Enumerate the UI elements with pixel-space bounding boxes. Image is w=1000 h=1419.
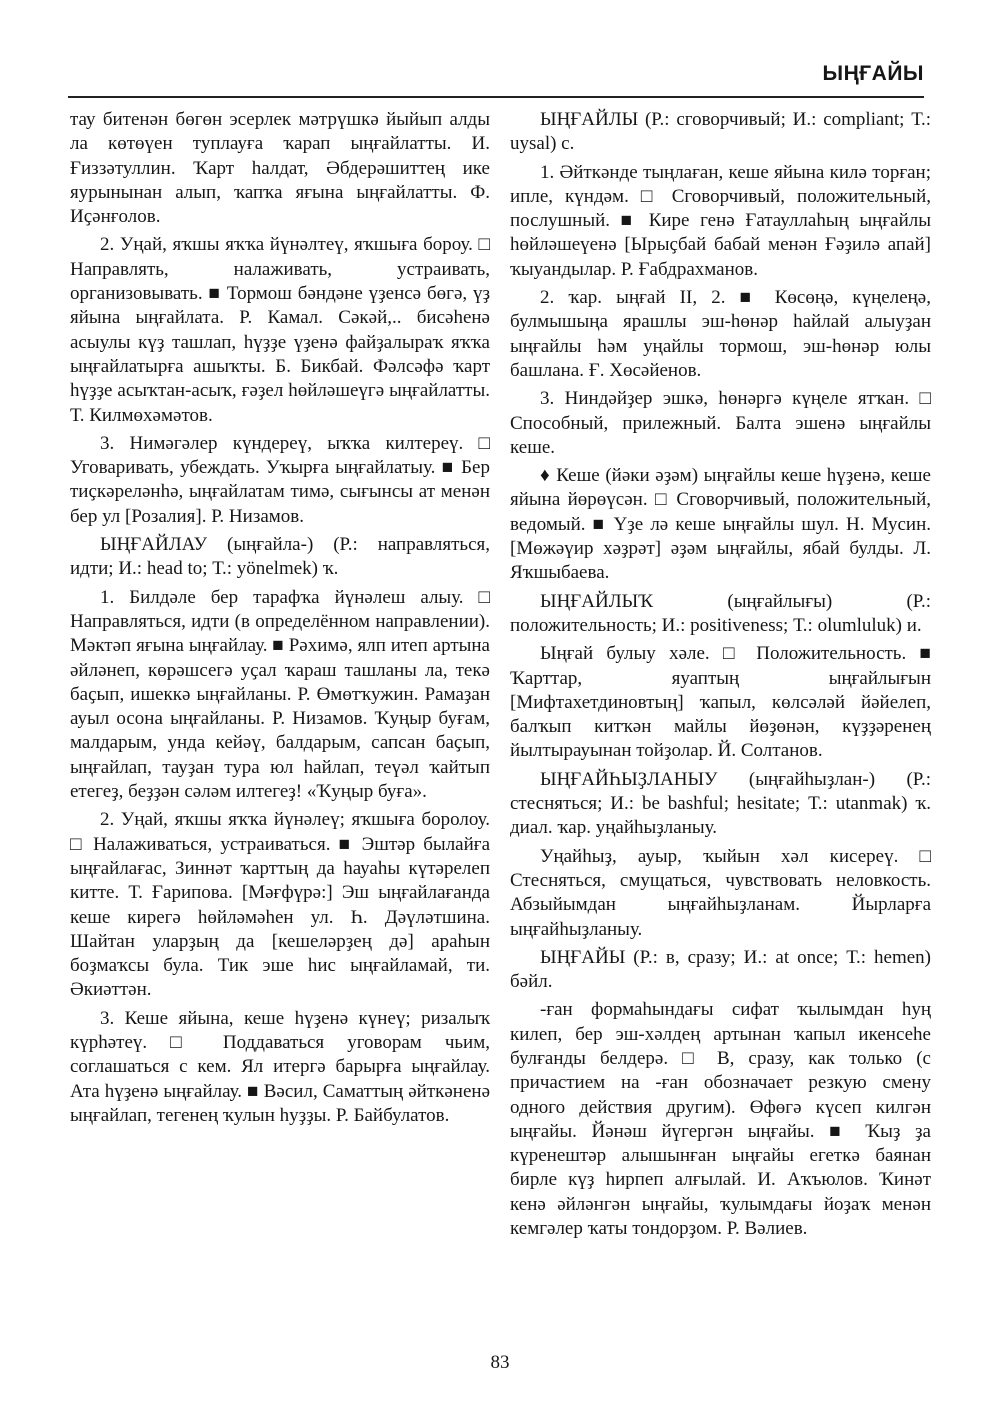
entry-sense: 3. Кеше яйына, кеше һүҙенә күнеү; ризалыҡ күрһәтеү. □ Поддаваться уговорам чьим, соглашаться с кем. Ял итергә барырға ыңғайлау. Ата һүҙенә ыңғайлау. ■ Вәсил, Саматтың әйткәненә ыңғайлап, тегенең ҡулын һуҙҙы. Р. Байбулатов. [70,1007,490,1126]
entry-sense: 3. Нимәгәлер күндереү, ыҡҡа килтереү. □ Уговаривать, убеждать. Уҡырға ыңғайлатыу. ■ Бер тиҫкәреләнһә, ыңғайлатам тимә, сығынсы ат менән бер ул [Розалия]. Р. Низамов. [70,432,490,527]
idiom-entry: ♦ Кеше (йәки әҙәм) ыңғайлы кеше һүҙенә, кеше яйына йөрөүсән. □ Сговорчивый, положительный, ведомый. ■ Үҙе лә кеше ыңғайлы шул. Н. Мусин. [Мөжәүир хәҙрәт] әҙәм ыңғайлы, ябай булды. Л. Яҡшыбаева. [510,465,931,584]
entry-sense: 2. ҡар. ыңғай II, 2. ■ Көсөңә, күңелеңә, булмышыңа ярашлы эш-һөнәр һайлай алыуҙан ыңғайлы һәм уңайлы тормош, эш-һөнәр юлы башлана. Ғ. Хөсәйенов. [510,287,931,381]
entry-sense: 2. Уңай, яҡшы яҡҡа йүнәлеү; яҡшыға боролоу. □ Налаживаться, устраиваться. ■ Эштәр былайға ыңғайлағас, Зиннәт ҡарттың да һауаһы күтәрелеп китте. Т. Ғарипова. [Мәғфүрә:] Эш ыңғайлағанда кеше кирегә һөйләмәһен ул. Һ. Дәүләтшина. Шайтан уларҙың да [кешеләрҙең дә] араһын боҙмаҡсы була. Тик эше һис ыңғайламай, ти. Әкиәттән. [70,809,490,1001]
entry-sense: 1. Билдәле бер тарафҡа йүнәлеш алыу. □ Направляться, идти (в определённом направлении). Мәктәп яғына ыңғайлау. ■ Рәхимә, ялп итеп артына әйләнеп, көрәшсегә уҫал ҡараш ташланы ла, текә баҫып, ишеккә ыңғайланы. Р. Өмөтҡужин. Рамаҙан ауыл осона ыңғайланы. Р. Низамов. Ҡуңыр буғам, малдарым, унда кейәү, балдарым, сапсан баҫып, ыңғайлап, тауҙан тура юл һайлап, теүәл ҡайтып етегеҙ, беҙҙән сәләм илтегеҙ! «Ҡуңыр буға». [70,586,490,803]
headword-entry: ЫҢҒАЙЫ (Р.: в, сразу; И.: at once; Т.: hemen) бәйл. [510,946,931,993]
running-head: ЫҢҒАЙЫ [822,62,924,85]
entry-text: тау битенән бөгөн эсерлек мәтрүшкә йыйып алды ла көтөүен туплауға ҡарап ыңғайлатты. И. Ғиззәтуллин. Ҡарт һалдат, Әбдерәшиттең ике яурынынан алып, ҡапҡа яғына ыңғайлатты. Ф. Иҫәнғолов. [70,109,490,228]
entry-sense: 1. Әйткәнде тыңлаған, кеше яйына килә торған; ипле, күндәм. □ Сговорчивый, положительный, послушный. ■ Кире генә Ғатауллаһың ыңғайлы һөйләшеүенә [Ырыҫбай бабай менән Ғәҙилә апай] ҡыуандылар. Р. Ғабдрахманов. [510,161,931,280]
entry-sense: Ыңғай булыу хәле. □ Положительность. ■ Ҡарттар, яуаптың ыңғайлығын [Мифтахетдиновтың] ҡапыл, көлсәләй йәйелеп, балҡып китҡән майлы йөҙөнән, күҙҙәренең йылтырауынан тойҙолар. Й. Солтанов. [510,643,931,762]
entry-sense: Уңайһыҙ, ауыр, ҡыйын хәл кисереү. □ Стесняться, смущаться, чувствовать неловкость. Абзыйымдан ыңғайһыҙланам. Йырларға ыңғайһыҙланыу. [510,845,931,940]
headword-entry: ЫҢҒАЙЛЫҠ (ыңғайлығы) (Р.: положительность; И.: positiveness; Т.: olumluluk) и. [510,590,931,636]
headword-entry: ЫҢҒАЙЛАУ (ыңғайла-) (Р.: направляться, идти; И.: head to; Т.: yönelmek) ҡ. [70,534,490,580]
entry-sense: -ған формаһындағы сифат ҡылымдан һуң килеп, бер эш-хәлдең артынан ҡапыл икенсеһе булғанды белдерә. □ В, сразу, как только (с причастием на -ған обозначает резкую смену одного действия другим). Өфөгә күсеп килгән ыңғайы. Йәнәш йүгергән ыңғайы. ■ Ҡыҙ ҙа күренештәр алышынған ыңғайы егеткә баянан бирле күҙ һирпеп алғылай. И. Аҡъюлов. Ҡинәт кенә әйләнгән ыңғайы, ҡулымдағы йоҙаҡ менән кемгәлер ҡаты тондорҙом. Р. Вәлиев. [510,999,931,1240]
header-rule [68,96,924,98]
entry-sense: 2. Уңай, яҡшы яҡҡа йүнәлтеү, яҡшыға бороу. □ Направлять, налаживать, устраивать, организовывать. ■ Тормош бәндәне үҙенсә бөгә, үҙ яйына ыңғайлата. Р. Камал. Сәкәй,.. бисәһенә асыулы күҙ ташлап, һүҙҙе үҙенә файҙалыраҡ яҡҡа ыңғайлатырға ашыҡты. Б. Бикбай. Фәлсәфә ҡарт һүҙҙе асыҡтан-асыҡ, ғәҙел һөйләшеүгә ыңғайлатты. Т. Килмөхәмәтов. [70,234,490,426]
headword-entry: ЫҢҒАЙҺЫҘЛАНЫУ (ыңғайһыҙлан-) (Р.: стесняться; И.: be bashful; hesitate; Т.: utanmak) ҡ. диал. ҡар. уңайһыҙланыу. [510,768,931,839]
left-column [70,108,490,1132]
headword-entry: ЫҢҒАЙЛЫ (Р.: сговорчивый; И.: compliant; Т.: uysal) с. [510,109,931,155]
right-column [510,108,931,1245]
page-number: 83 [490,1352,510,1373]
entry-sense: 3. Ниндәйҙер эшкә, һөнәргә күңеле ятҡан. □ Способный, прилежный. Балта эшенә ыңғайлы кеше. [510,388,931,458]
